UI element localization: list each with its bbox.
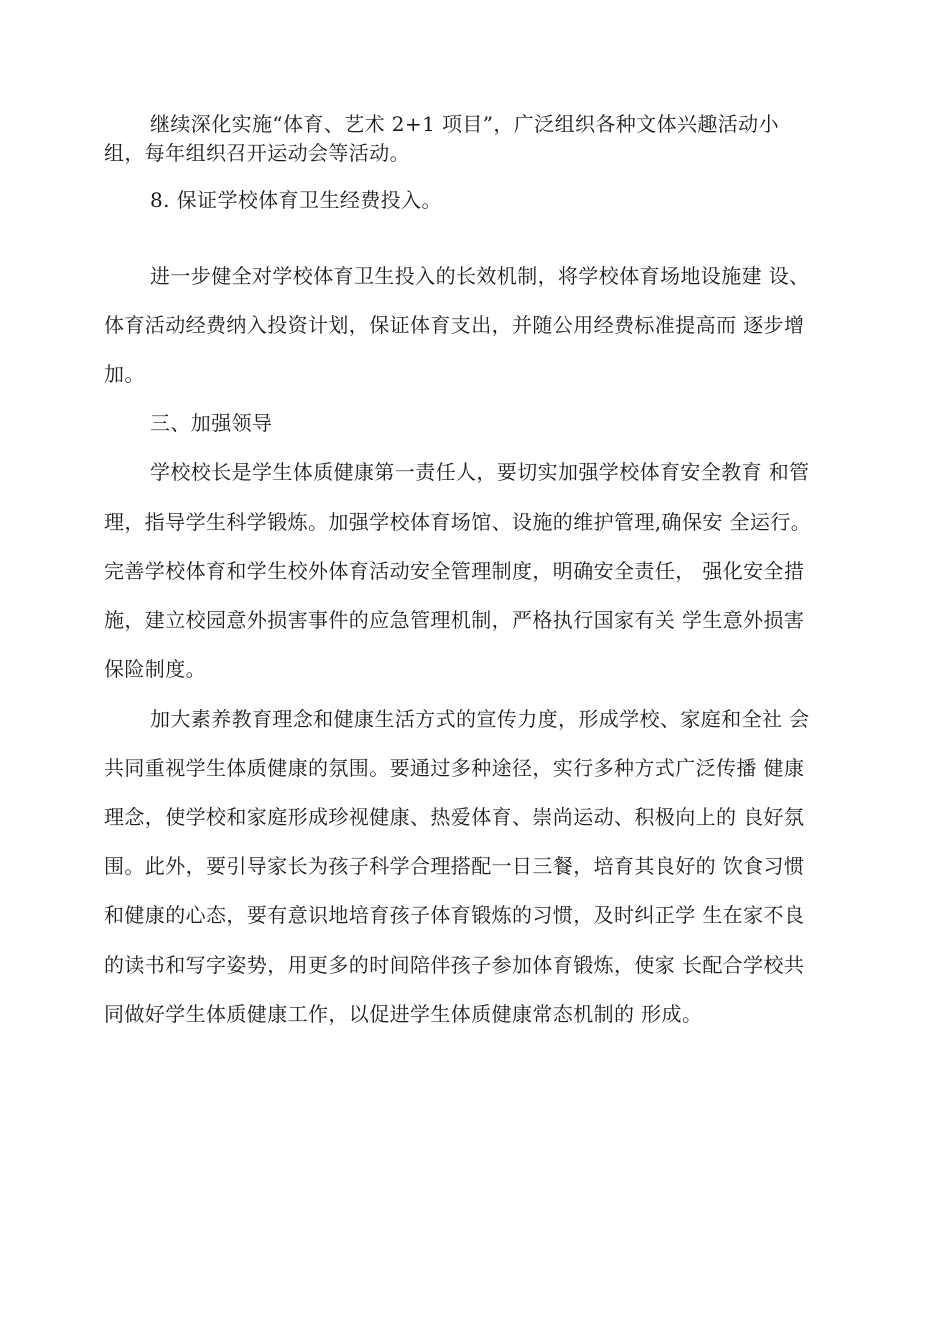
paragraph-2-line-1: 进一步健全对学校体育卫生投入的长效机制，将学校体育场地设施建 设、 [150,264,810,288]
paragraph-4-line-3: 理念，使学校和家庭形成珍视健康、热爱体育、崇尚运动、积极向上的 良好氛 [104,805,805,829]
paragraph-3-line-1: 学校校长是学生体质健康第一责任人，要切实加强学校体育安全教育 和管 [150,460,810,484]
paragraph-4-line-2: 共同重视学生体质健康的氛围。要通过多种途径，实行多种方式广泛传播 健康 [104,756,805,780]
paragraph-4-line-7: 同做好学生体质健康工作，以促进学生体质健康常态机制的 形成。 [104,1002,703,1026]
paragraph-1-line-2: 组，每年组织召开运动会等活动。 [104,141,410,165]
paragraph-3-line-3: 完善学校体育和学生校外体育活动安全管理制度，明确安全责任， 强化安全措 [104,559,805,583]
section-heading-3: 三、加强领导 [150,411,273,435]
paragraph-4-line-4: 围。此外，要引导家长为孩子科学合理搭配一日三餐，培育其良好的 饮食习惯 [104,854,805,878]
paragraph-4-line-6: 的读书和写字姿势，用更多的时间陪伴孩子参加体育锻炼，使家 长配合学校共 [104,953,805,977]
paragraph-3-line-4: 施，建立校园意外损害事件的应急管理机制，严格执行国家有关 学生意外损害 [104,608,805,632]
paragraph-2-line-2: 体育活动经费纳入投资计划，保证体育支出，并随公用经费标准提高而 逐步增 [104,313,805,337]
paragraph-2-line-3: 加。 [104,362,145,386]
paragraph-1-line-1: 继续深化实施“体育、艺术 2+1 项目”，广泛组织各种文体兴趣活动小 [150,112,779,136]
section-heading-8: 8. 保证学校体育卫生经费投入。 [150,188,442,212]
paragraph-4-line-5: 和健康的心态，要有意识地培育孩子体育锻炼的习惯，及时纠正学 生在家不良 [104,903,805,927]
paragraph-4-line-1: 加大素养教育理念和健康生活方式的宣传力度，形成学校、家庭和全社 会 [150,707,810,731]
paragraph-3-line-2: 理，指导学生科学锻炼。加强学校体育场馆、设施的维护管理,确保安 全运行。 [104,510,812,534]
paragraph-3-line-5: 保险制度。 [104,657,206,681]
